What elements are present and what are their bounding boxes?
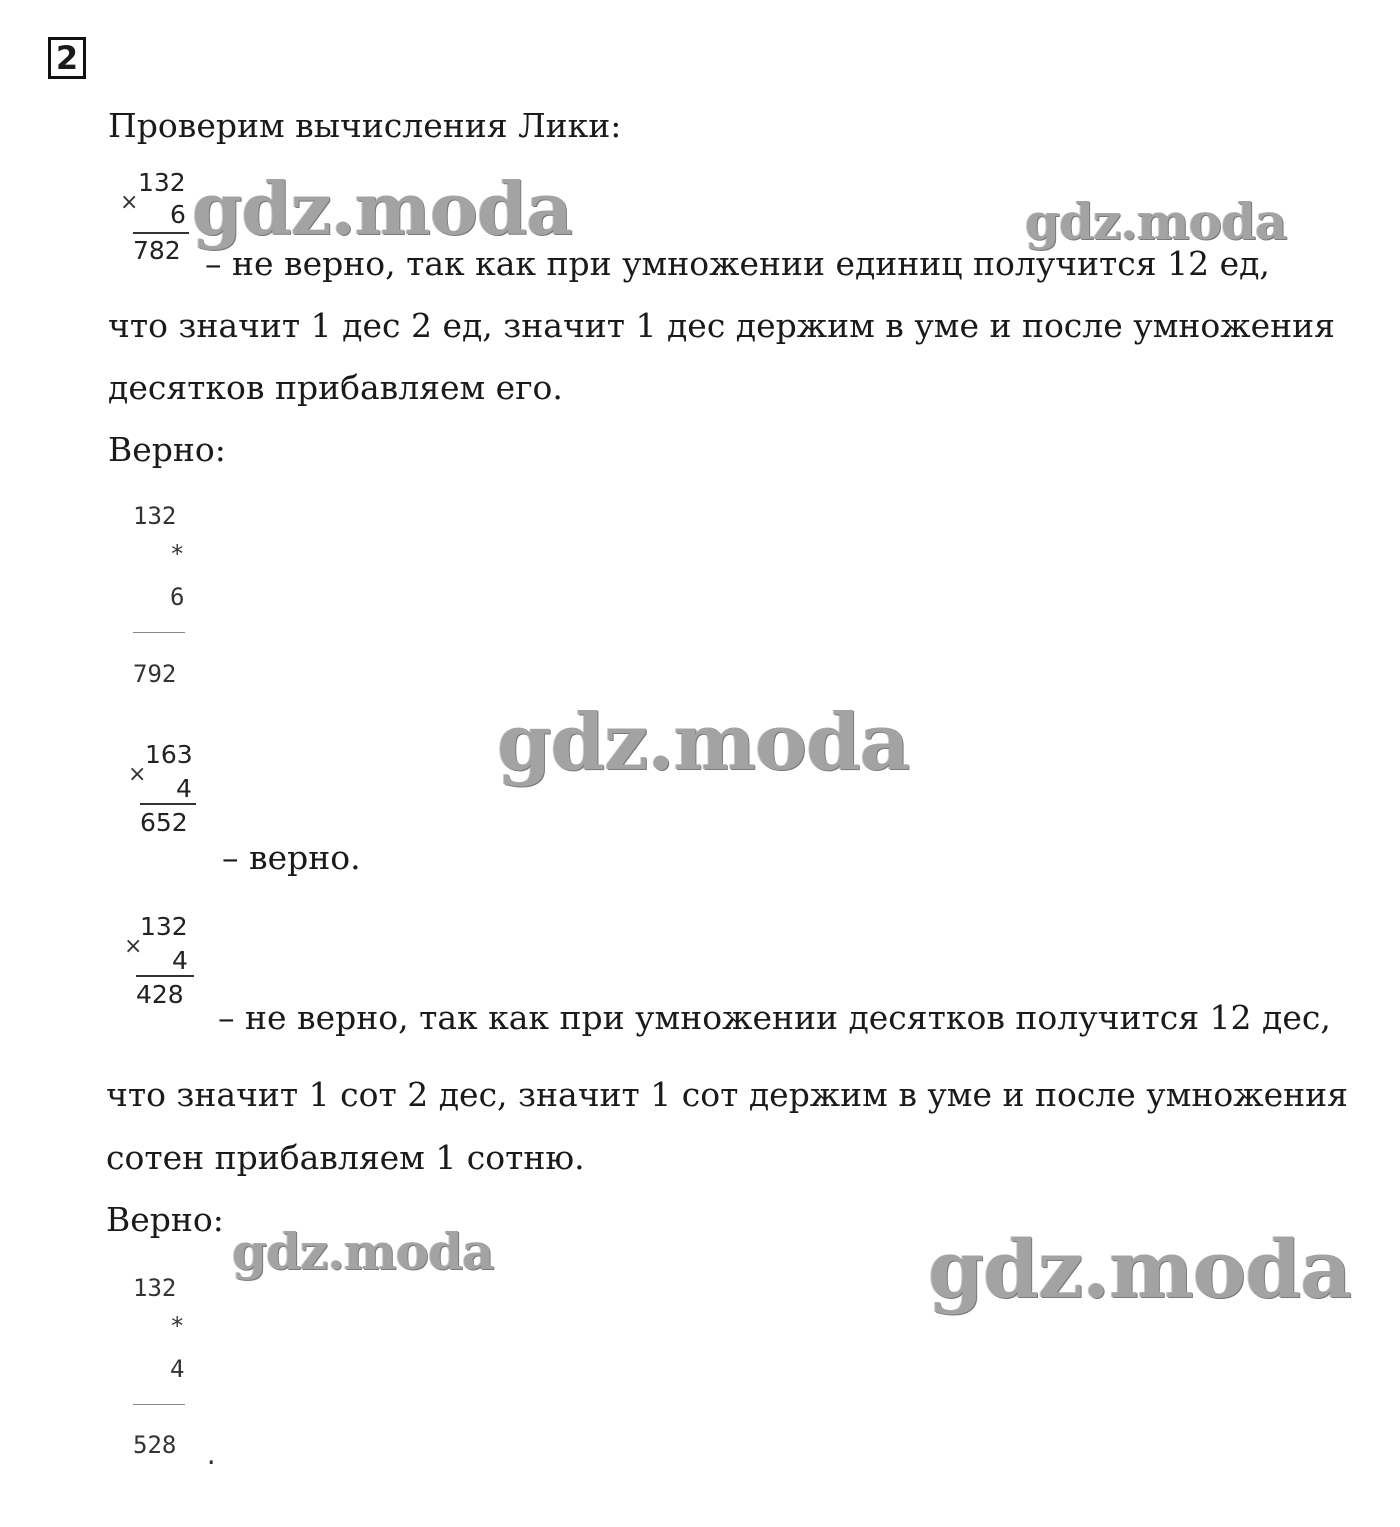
multiplicand: 132: [138, 168, 186, 197]
multiplier: 6: [170, 583, 185, 611]
intro-text: Проверим вычисления Лики:: [108, 106, 622, 145]
multiplier: 4: [176, 774, 192, 803]
watermark: gdz.moda: [497, 697, 910, 788]
explanation-3-line-1: – не верно, так как при умножении десятков получится 12 дес,: [218, 998, 1331, 1037]
result-line: [133, 1404, 185, 1405]
product: 792: [133, 660, 177, 688]
watermark: gdz.moda: [1025, 192, 1287, 251]
end-dot: .: [204, 1442, 219, 1470]
correct-label-1: Верно:: [108, 430, 226, 469]
product: 782: [133, 236, 181, 265]
watermark: gdz.moda: [192, 166, 572, 251]
explanation-1-line-1: – не верно, так как при умножении единиц получится 12 ед,: [205, 244, 1270, 283]
multiplicand: 132: [133, 502, 177, 530]
multiplier: 6: [170, 200, 186, 229]
result-line: [133, 632, 185, 633]
correct-label-2: Верно:: [106, 1200, 224, 1239]
multiplier: 4: [170, 1355, 185, 1383]
operator: *: [170, 1312, 185, 1340]
task-number: 2: [48, 37, 86, 79]
times-sign: ×: [120, 190, 139, 215]
result-line: [140, 803, 196, 805]
times-sign: ×: [124, 934, 143, 959]
result-line: [136, 975, 194, 977]
product: 652: [140, 808, 188, 837]
explanation-3-line-2: что значит 1 сот 2 дес, значит 1 сот держим в уме и после умножения: [106, 1075, 1348, 1114]
multiplier: 4: [172, 946, 188, 975]
multiplicand: 163: [145, 740, 193, 769]
watermark: gdz.moda: [928, 1222, 1351, 1316]
multiplicand: 132: [133, 1274, 177, 1302]
result-line: [133, 232, 189, 234]
explanation-3-line-3: сотен прибавляем 1 сотню.: [106, 1138, 585, 1177]
times-sign: ×: [128, 762, 147, 787]
multiplicand: 132: [140, 912, 188, 941]
watermark: gdz.moda: [232, 1222, 494, 1281]
product: 528: [133, 1431, 177, 1459]
explanation-2: – верно.: [222, 838, 361, 877]
product: 428: [136, 980, 184, 1009]
operator: *: [170, 540, 185, 568]
explanation-1-line-2: что значит 1 дес 2 ед, значит 1 дес держим в уме и после умножения: [108, 306, 1335, 345]
explanation-1-line-3: десятков прибавляем его.: [108, 368, 563, 407]
